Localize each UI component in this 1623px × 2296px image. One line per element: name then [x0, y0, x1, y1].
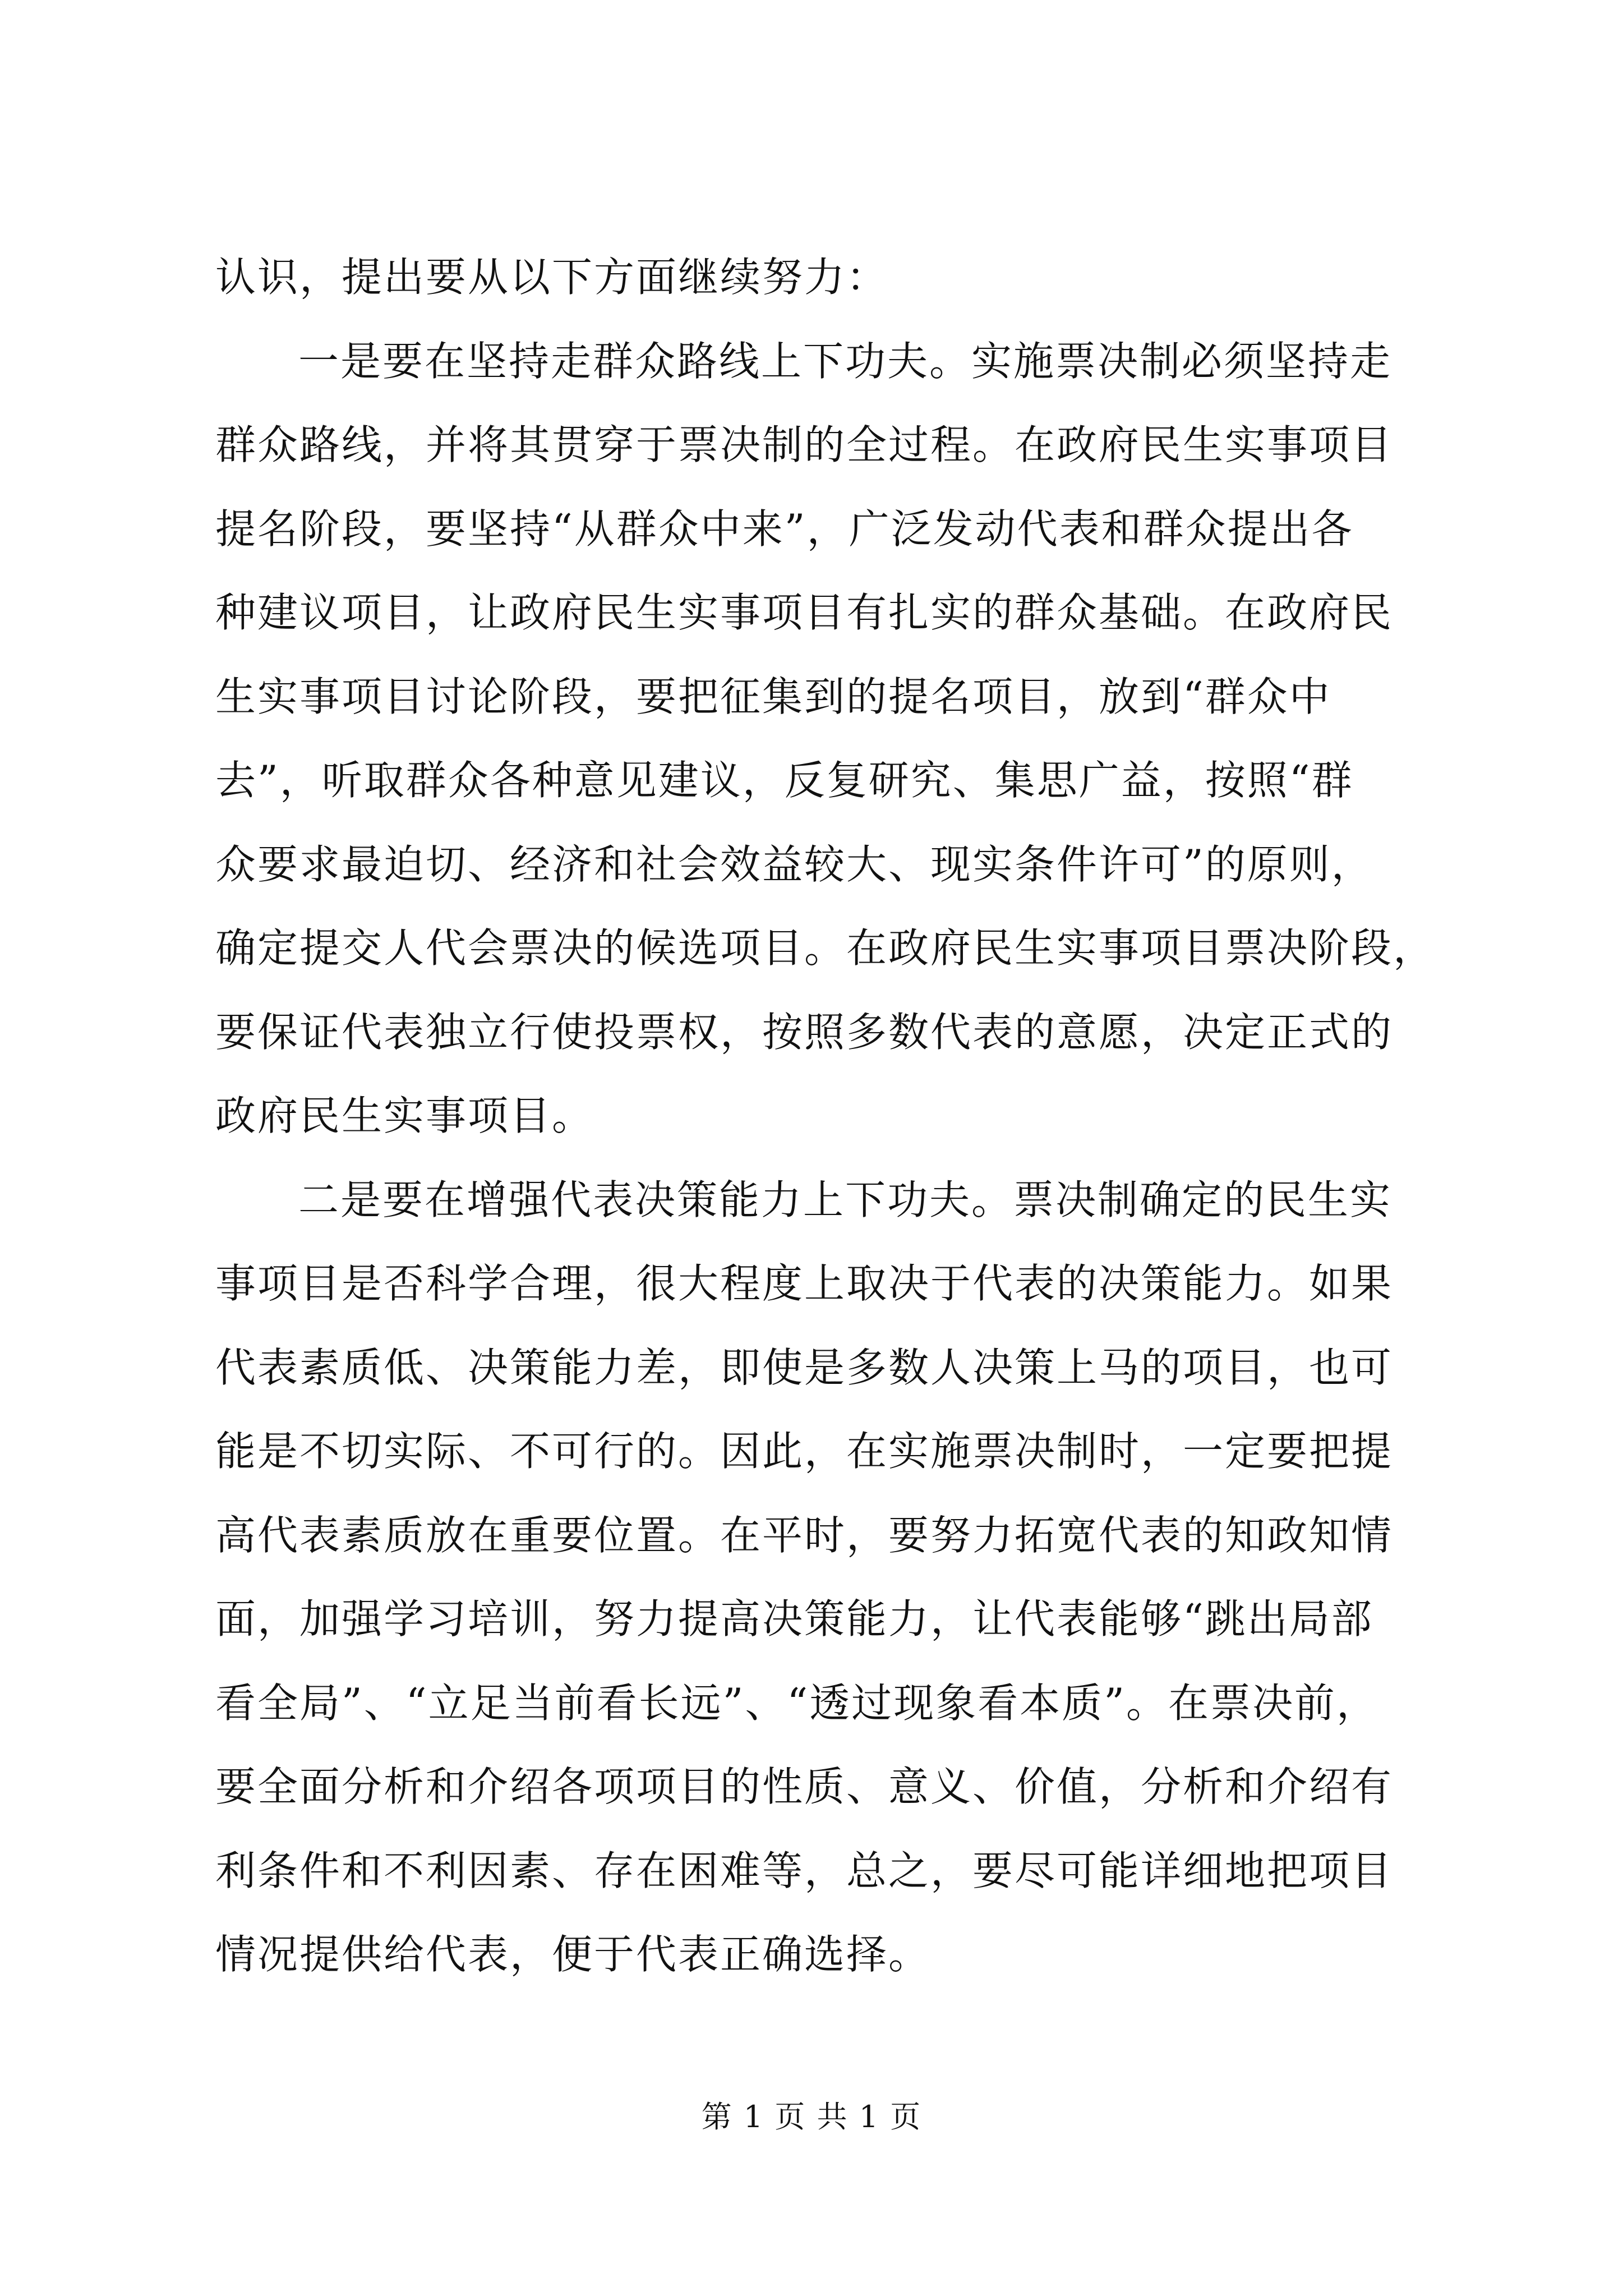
- text-line: 群众路线，并将其贯穿于票决制的全过程。在政府民生实事项目: [215, 421, 1394, 468]
- text-line: 看全局”、“立足当前看长远”、“透过现象看本质”。在票决前，: [215, 1679, 1379, 1727]
- text-line: 去”，听取群众各种意见建议，反复研究、集思广益，按照“群: [215, 757, 1354, 804]
- text-line: 认识，提出要从以下方面继续努力：: [215, 254, 889, 301]
- text-line: 确定提交人代会票决的候选项目。在政府民生实事项目票决阶段，: [215, 924, 1436, 972]
- text-line: 能是不切实际、不可行的。因此，在实施票决制时，一定要把提: [215, 1428, 1394, 1475]
- text-line: 利条件和不利因素、存在困难等，总之，要尽可能详细地把项目: [215, 1847, 1394, 1894]
- paragraph-two-start: 二是要在增强代表决策能力上下功夫。票决制确定的民生实: [298, 1176, 1393, 1223]
- text-line: 事项目是否科学合理，很大程度上取决于代表的决策能力。如果: [215, 1260, 1394, 1307]
- page-number-footer: 第 1 页 共 1 页: [701, 2099, 922, 2134]
- text-line: 代表素质低、决策能力差，即使是多数人决策上马的项目，也可: [215, 1343, 1394, 1391]
- text-line: 种建议项目，让政府民生实事项目有扎实的群众基础。在政府民: [215, 589, 1394, 636]
- text-line: 面，加强学习培训，努力提高决策能力，让代表能够“跳出局部: [215, 1595, 1373, 1642]
- text-line: 要全面分析和介绍各项项目的性质、意义、价值，分析和介绍有: [215, 1763, 1394, 1810]
- text-line: 情况提供给代表，便于代表正确选择。: [215, 1931, 931, 1978]
- text-line: 要保证代表独立行使投票权，按照多数代表的意愿，决定正式的: [215, 1008, 1394, 1056]
- text-line: 生实事项目讨论阶段，要把征集到的提名项目，放到“群众中: [215, 673, 1331, 720]
- text-line: 政府民生实事项目。: [215, 1092, 594, 1139]
- text-line: 高代表素质放在重要位置。在平时，要努力拓宽代表的知政知情: [215, 1511, 1394, 1559]
- document-body: [215, 236, 1438, 1997]
- paragraph-one-start: 一是要在坚持走群众路线上下功夫。实施票决制必须坚持走: [298, 337, 1393, 385]
- text-line: 提名阶段，要坚持“从群众中来”，广泛发动代表和群众提出各: [215, 505, 1354, 553]
- text-line: 众要求最迫切、经济和社会效益较大、现实条件许可”的原则，: [215, 840, 1373, 888]
